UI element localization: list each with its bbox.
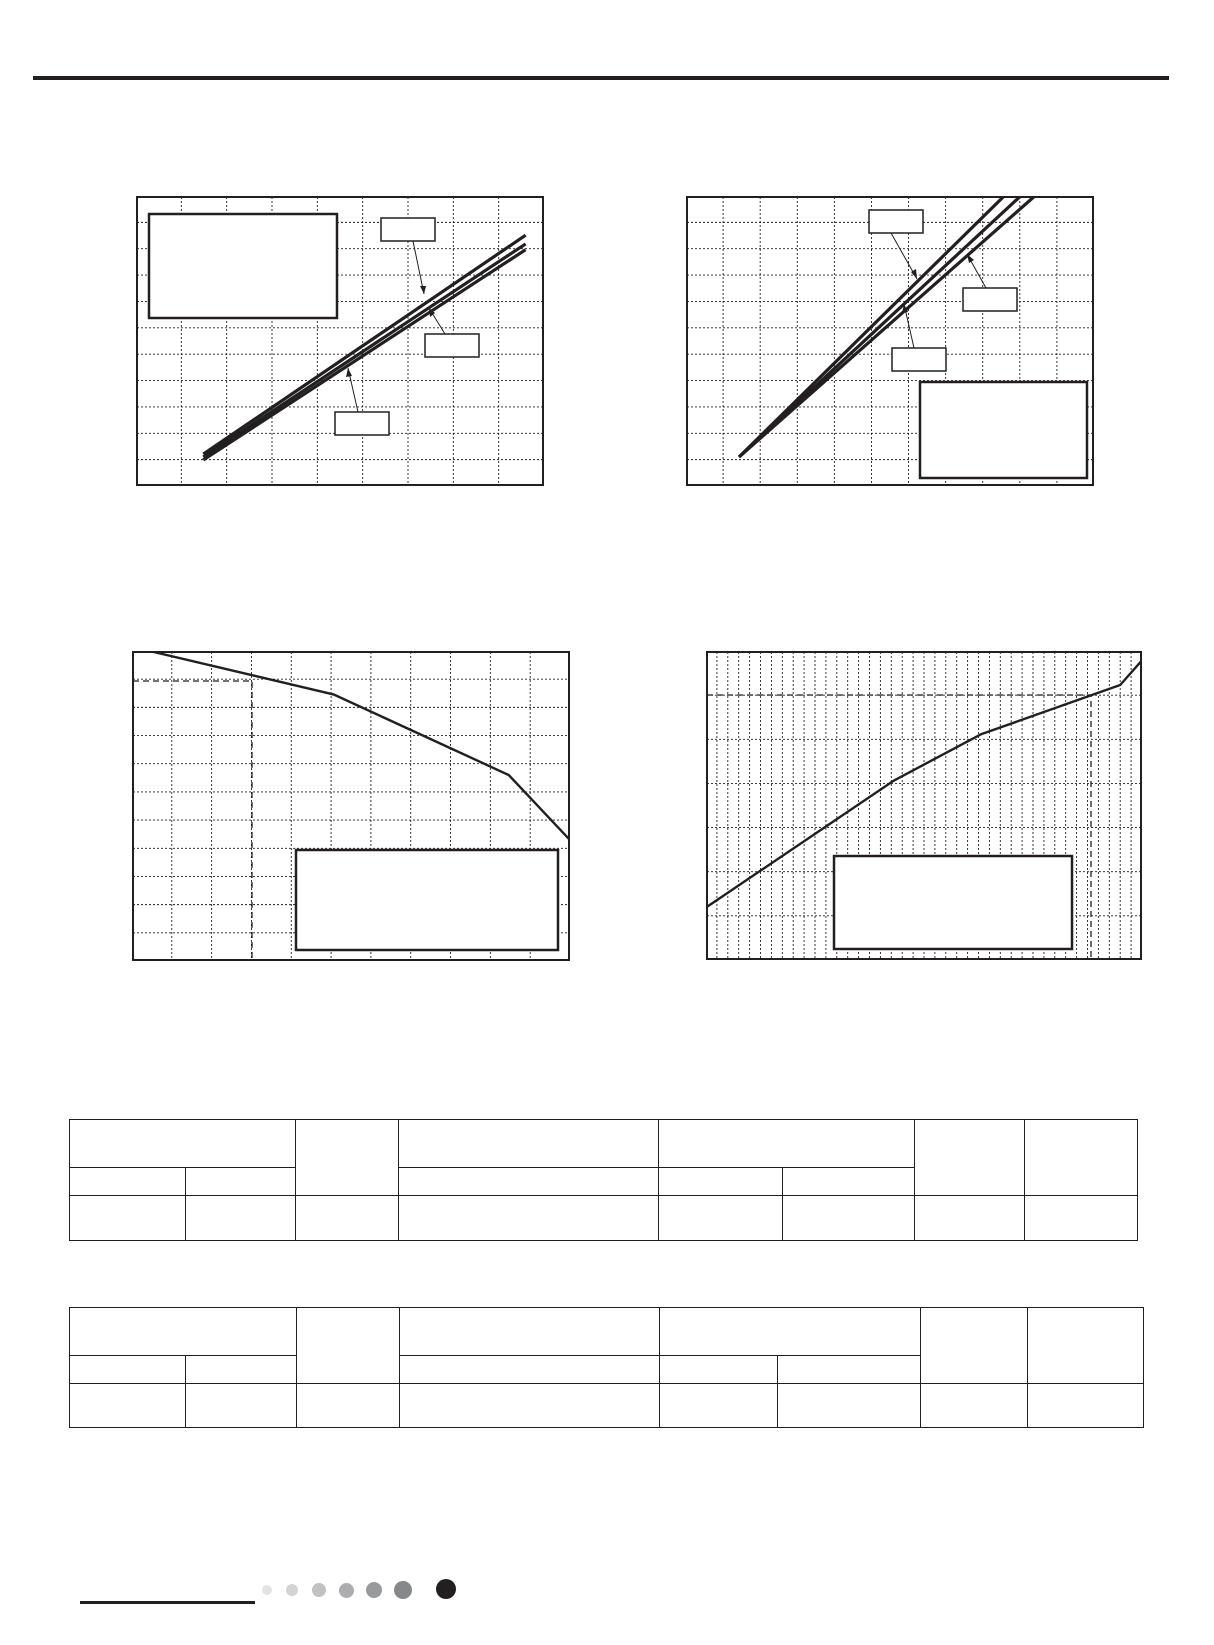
table-cell [915,1196,1025,1241]
progress-dot [394,1581,412,1599]
table-cell [921,1384,1028,1428]
progress-dot [312,1583,326,1597]
progress-dot [286,1584,298,1596]
table-cell [659,1196,783,1241]
table-cell [186,1168,296,1196]
performance-chart-1 [136,196,544,486]
legend-box [149,214,337,318]
table-cell [70,1120,296,1168]
table-cell [296,1120,399,1196]
arrowhead [346,368,352,377]
spec-table-1 [69,1119,1138,1241]
table-cell [400,1356,660,1384]
table-cell [1025,1196,1138,1241]
progress-dot [262,1585,272,1595]
legend-box [296,850,558,950]
callout-label-box [963,288,1017,311]
table-cell [186,1196,296,1241]
table-cell [915,1120,1025,1196]
table-cell [70,1196,186,1241]
callout-label-box [381,218,435,241]
table-cell [921,1308,1028,1384]
table-cell [186,1356,297,1384]
table-cell [1028,1384,1144,1428]
progress-dot [436,1579,456,1599]
table-cell [399,1120,659,1168]
footer-rule [80,1601,255,1604]
arrowhead [967,254,974,263]
table-cell [399,1196,659,1241]
progress-dot [339,1583,354,1598]
table-cell [1025,1120,1138,1196]
table-cell [660,1356,778,1384]
table-cell [778,1356,921,1384]
table-cell [783,1196,915,1241]
callout-label-box [335,412,389,435]
callout-label-box [892,348,946,371]
header-rule [33,76,1169,80]
table-cell [659,1120,915,1168]
table-cell [70,1168,186,1196]
arrowhead [420,286,426,294]
progress-dot [366,1582,382,1598]
table-cell [659,1168,783,1196]
callout-label-box [425,334,479,357]
table-cell [186,1384,297,1428]
table-cell [297,1384,400,1428]
table-cell [660,1308,921,1356]
performance-chart-4 [706,651,1142,960]
table-cell [778,1384,921,1428]
table-cell [400,1384,660,1428]
table-cell [660,1384,778,1428]
table-cell [400,1308,660,1356]
table-cell [783,1168,915,1196]
table-cell [399,1168,659,1196]
table-cell [70,1356,186,1384]
legend-box [834,856,1072,949]
table-cell [297,1308,400,1384]
table-cell [70,1308,297,1356]
table-cell [296,1196,399,1241]
performance-chart-2 [686,196,1094,486]
callout-label-box [869,210,923,233]
table-cell [1028,1308,1144,1384]
table-cell [70,1384,186,1428]
legend-box [920,382,1087,478]
performance-chart-3 [132,651,570,961]
spec-table-2 [69,1307,1144,1428]
